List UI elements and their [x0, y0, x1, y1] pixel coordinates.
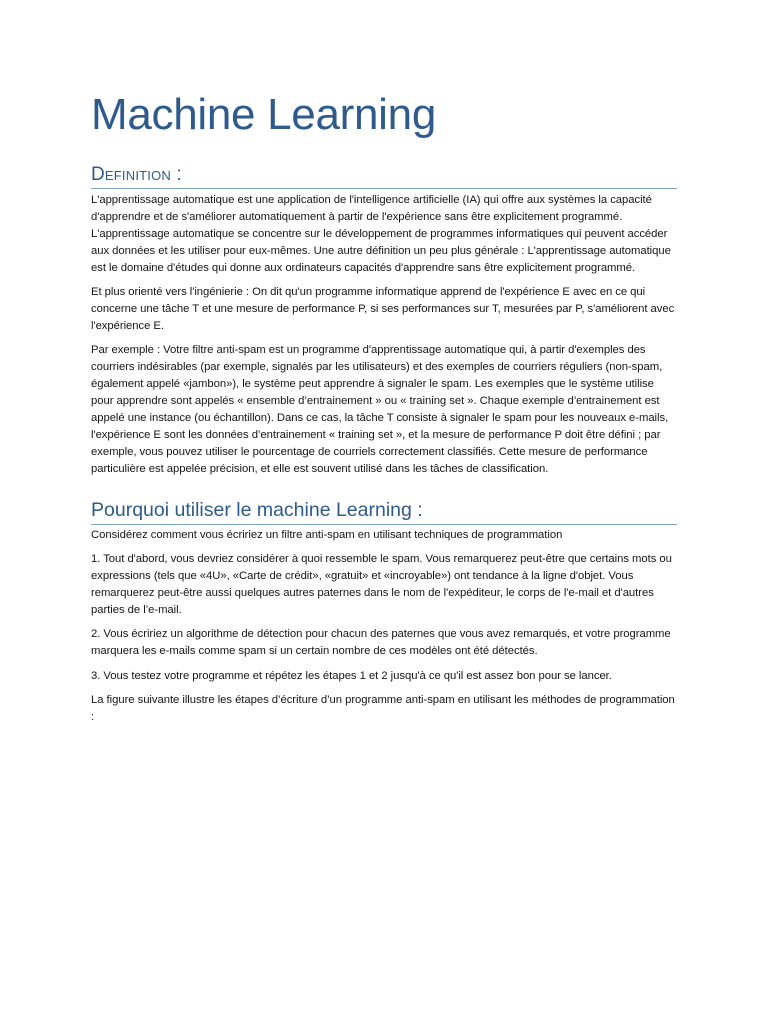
- paragraph: La figure suivante illustre les étapes d’écriture d’un programme anti-spam en utilisant les méthodes de programmation :: [91, 694, 675, 724]
- section-definition: [91, 163, 677, 478]
- heading-why-machine-learning: Pourquoi utiliser le machine Learning :: [91, 498, 677, 525]
- paragraph: Et plus orienté vers l'ingénierie : On dit qu'un programme informatique apprend de l'expérience E avec en ce qui concerne une tâche T et une mesure de performance P, si ses performances sur T, mesurées par P, s'améliorent avec l'expérience E.: [91, 286, 675, 332]
- paragraph: 1. Tout d'abord, vous devriez considérer à quoi ressemble le spam. Vous remarquerez peut-être que certains mots ou expressions (tels que «4U», «Carte de crédit», «gratuit» et «incroyable») ont tendance à la ligne d'objet. Vous remarquerez peut-être aussi quelques autres paternes dans le nom de l'expéditeur, le corps de l'e-mail et d'autres parties de l’e-mail.: [91, 553, 672, 616]
- section-why-machine-learning: [91, 498, 677, 726]
- paragraph: L'apprentissage automatique est une application de l'intelligence artificielle (IA) qui offre aux systèmes la capacité d'apprendre et de s'améliorer automatiquement à partir de l'expérience sans être explicitement programmé. L'apprentissage automatique se concentre sur le développement de programmes informatiques qui peuvent accéder aux données et les utiliser pour eux-mêmes. Une autre définition un peu plus générale : L'apprentissage automatique est le domaine d'études qui donne aux ordinateurs capacités d'apprendre sans être explicitement programmé.: [91, 194, 671, 274]
- paragraph: 2. Vous écririez un algorithme de détection pour chacun des paternes que vous avez remarqués, et votre programme marquera les e-mails comme spam si un certain nombre de ces modèles ont été détectés.: [91, 628, 671, 658]
- document-title: Machine Learning: [91, 90, 436, 139]
- paragraph: Considérez comment vous écririez un filtre anti-spam en utilisant techniques de programmation: [91, 528, 563, 541]
- heading-definition: Definition :: [91, 163, 677, 189]
- paragraph: 3. Vous testez votre programme et répétez les étapes 1 et 2 jusqu'à ce qu'il est assez bon pour se lancer.: [91, 669, 612, 682]
- paragraph: Par exemple : Votre filtre anti-spam est un programme d'apprentissage automatique qui, à partir d'exemples des courriers indésirables (par exemple, signalés par les utilisateurs) et des exemples de courriers réguliers (non-spam, également appelé «jambon»), le système peut apprendre à signaler le spam. Les exemples que le système utilise pour apprendre sont appelés « ensemble d’entrainement » ou « training set ». Chaque exemple d’entrainement est appelé une instance (ou échantillon). Dans ce cas, la tâche T consiste à signaler le spam pour les nouveaux e-mails, l'expérience E sont les données d’entrainement « training set », et la mesure de performance P doit être défini ; par exemple, vous pouvez utiliser le pourcentage de courriels correctement classifiés. Cette mesure de performance particulière est appelée précision, et elle est souvent utilisé dans les tâches de classification.: [91, 344, 669, 475]
